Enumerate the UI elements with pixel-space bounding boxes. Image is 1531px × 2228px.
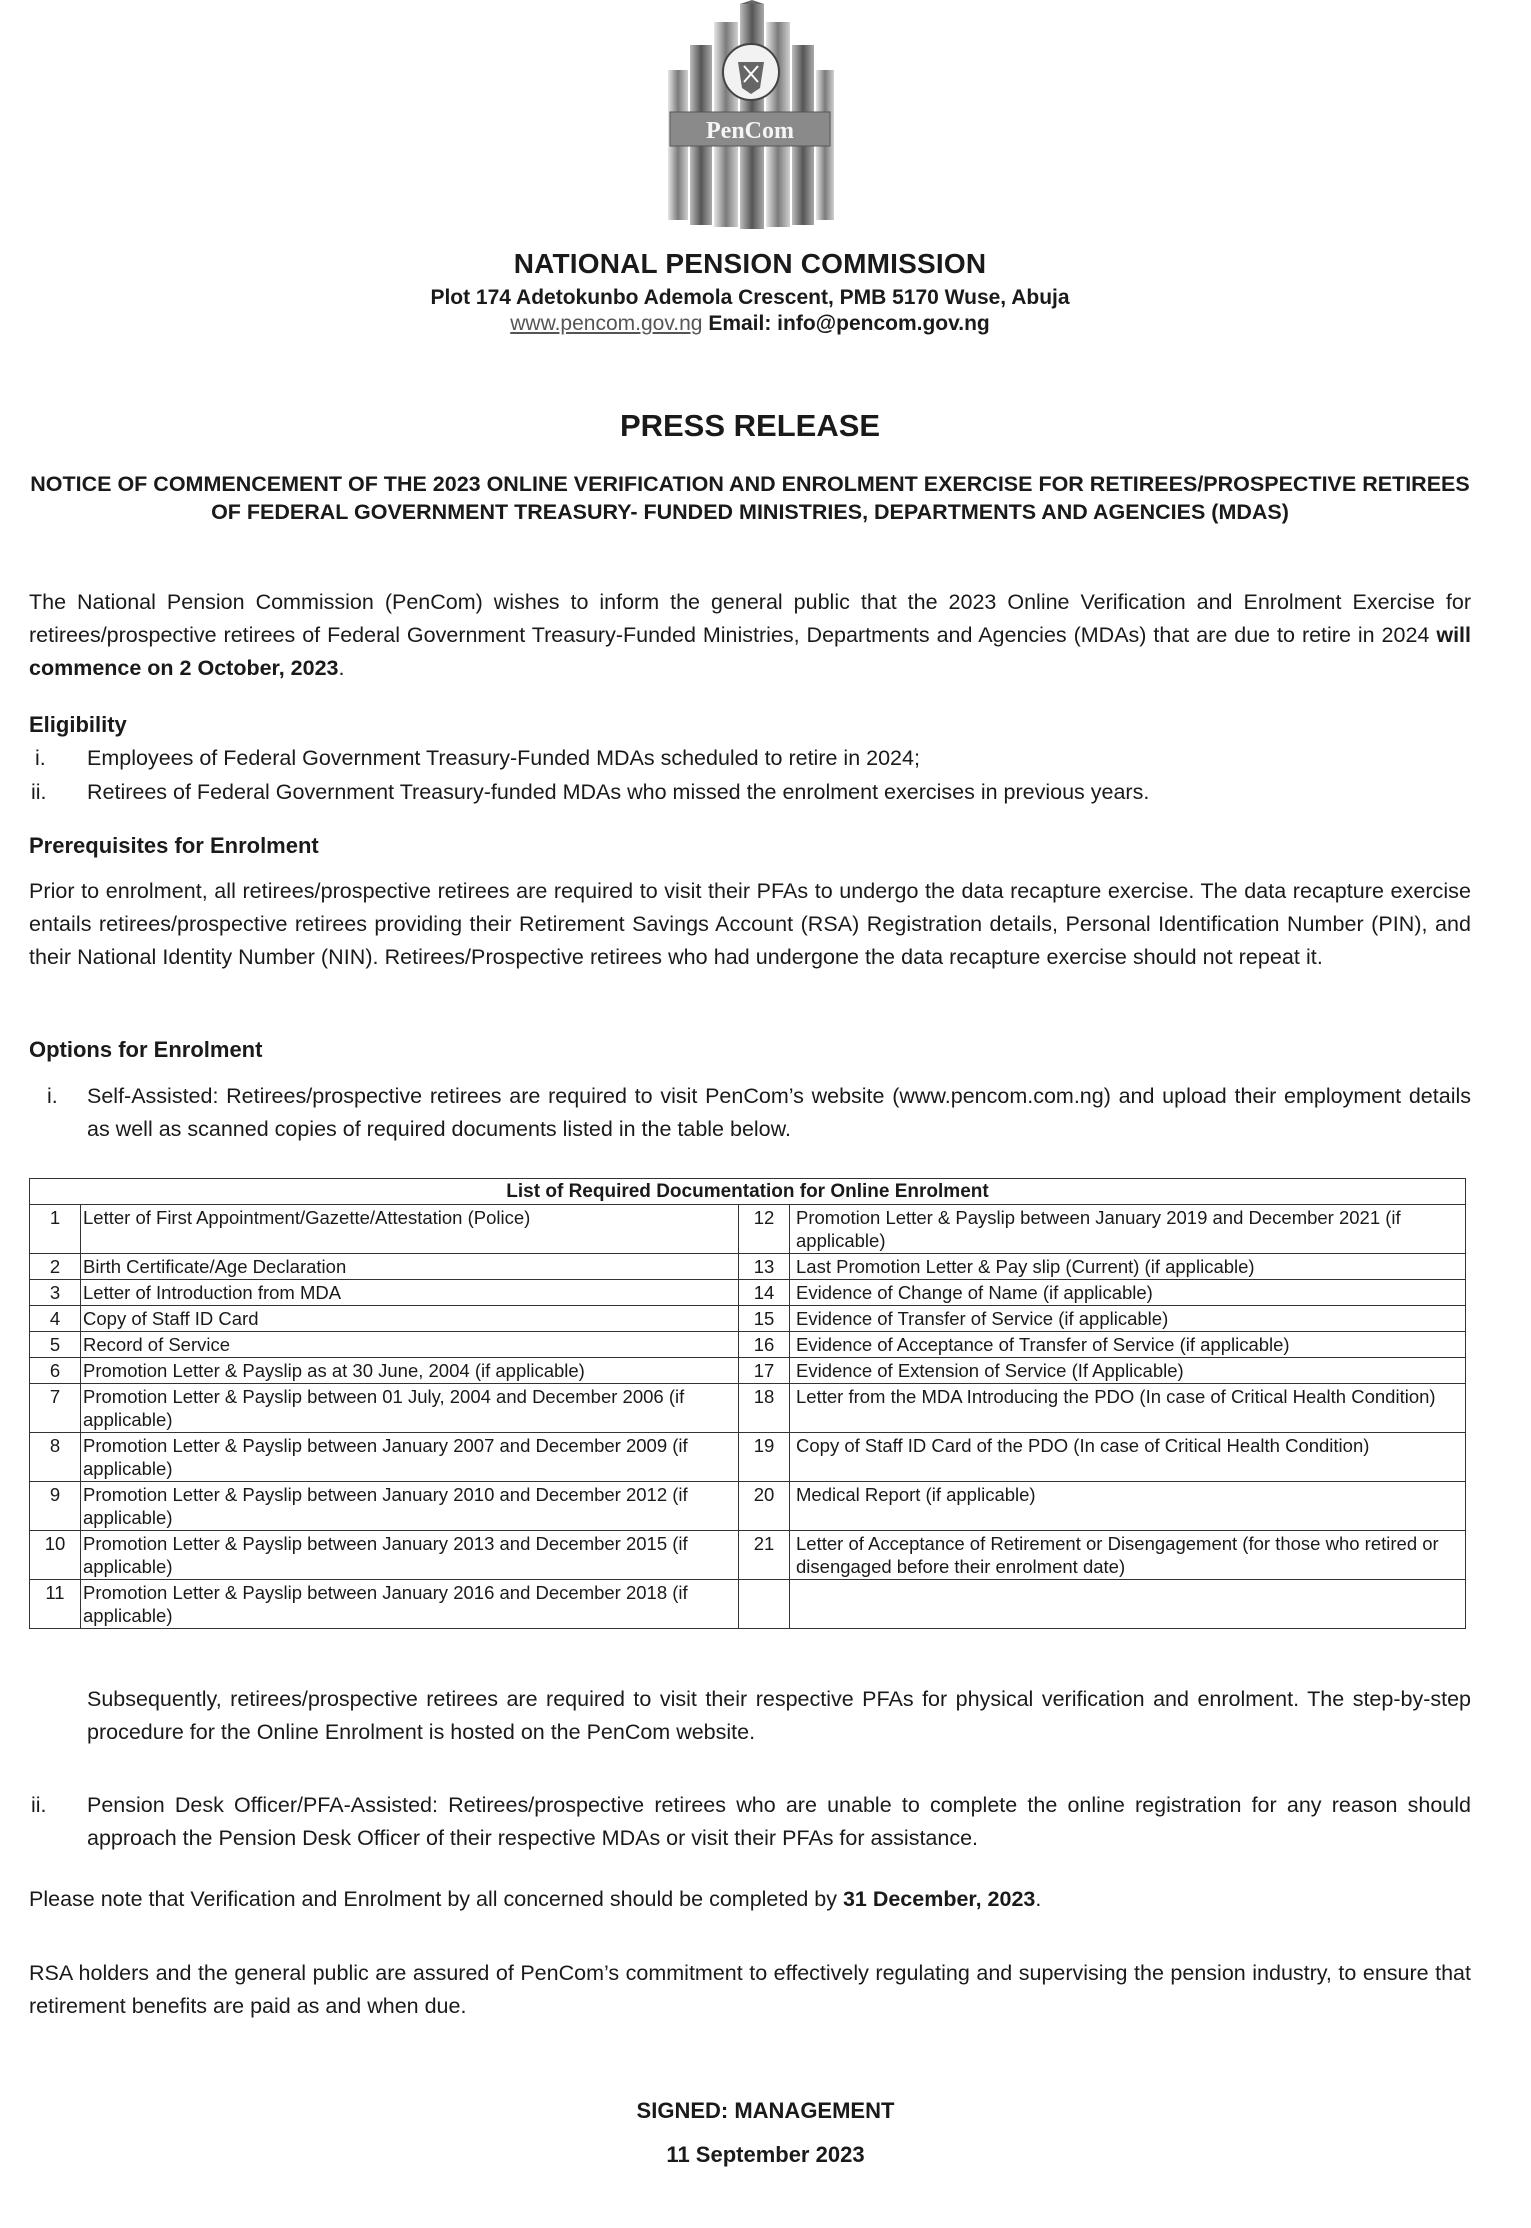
doc-description: Promotion Letter & Payslip between 01 July, 2004 and December 2006 (if applicable) [81,1384,739,1433]
email-contact: Email: info@pencom.gov.ng [708,312,990,335]
table-row [30,1384,1466,1433]
doc-number: 11 [30,1580,81,1629]
doc-description: Letter of First Appointment/Gazette/Attestation (Police) [81,1205,739,1254]
doc-number: 3 [30,1280,81,1306]
doc-number: 15 [739,1306,790,1332]
doc-description: Promotion Letter & Payslip between January 2019 and December 2021 (if applicable) [790,1205,1466,1254]
doc-description: Evidence of Extension of Service (If Applicable) [790,1358,1466,1384]
doc-number: 12 [739,1205,790,1254]
doc-description: Promotion Letter & Payslip between January 2013 and December 2015 (if applicable) [81,1531,739,1580]
doc-description: Letter of Acceptance of Retirement or Disengagement (for those who retired or disengaged before their enrolment date) [790,1531,1466,1580]
doc-number: 8 [30,1433,81,1482]
organization-address: Plot 174 Adetokunbo Ademola Crescent, PMB 5170 Wuse, Abuja [430,286,1070,309]
prerequisites-heading: Prerequisites for Enrolment [29,833,319,858]
signature-line: SIGNED: MANAGEMENT [636,2098,895,2123]
table-row [30,1254,1466,1280]
doc-description: Letter of Introduction from MDA [81,1280,739,1306]
doc-description [790,1580,1466,1629]
required-documents-table [29,1178,1466,1629]
doc-description: Copy of Staff ID Card of the PDO (In case of Critical Health Condition) [790,1433,1466,1482]
doc-number: 20 [739,1482,790,1531]
table-row [30,1433,1466,1482]
doc-number: 18 [739,1384,790,1433]
prerequisites-paragraph: Prior to enrolment, all retirees/prospective retirees are required to visit their PFAs to undergo the data recapture exercise. The data recapture exercise entails retirees/prospective retirees providing their Retirement Savings Account (RSA) Registration details, Personal Identification Number (PIN), and their National Identity Number (NIN). Retirees/Prospective retirees who had undergone the data recapture exercise should not repeat it. [29,879,1471,969]
table-row [30,1332,1466,1358]
table-title: List of Required Documentation for Online Enrolment [30,1179,1466,1205]
eligibility-item-1: i. Employees of Federal Government Treasury-Funded MDAs scheduled to retire in 2024; [35,746,920,770]
table-row [30,1482,1466,1531]
doc-number: 2 [30,1254,81,1280]
doc-number: 19 [739,1433,790,1482]
option-pdo-assisted: ii. Pension Desk Officer/PFA-Assisted: Retirees/prospective retirees who are unable to complete the online registration for any reason should approach the Pension Desk Officer of their respective MDAs or visit their PFAs for assistance. [31,1793,1471,1850]
doc-number: 5 [30,1332,81,1358]
doc-description: Promotion Letter & Payslip between January 2010 and December 2012 (if applicable) [81,1482,739,1531]
doc-description: Evidence of Change of Name (if applicable) [790,1280,1466,1306]
doc-description: Evidence of Acceptance of Transfer of Service (if applicable) [790,1332,1466,1358]
doc-number: 6 [30,1358,81,1384]
intro-paragraph: The National Pension Commission (PenCom) wishes to inform the general public that the 2023 Online Verification and Enrolment Exercise for retirees/prospective retirees of Federal Government Treasury-Funded Ministries, Departments and Agencies (MDAs) that are due to retire in 2024 will commence on 2 October, 2023. [29,590,1471,680]
doc-number: 1 [30,1205,81,1254]
closing-paragraph: RSA holders and the general public are assured of PenCom’s commitment to effectively regulating and supervising the pension industry, to ensure that retirement benefits are paid as and when due. [29,1961,1471,2018]
eligibility-heading: Eligibility [29,712,127,737]
table-row [30,1531,1466,1580]
doc-number: 17 [739,1358,790,1384]
doc-description: Promotion Letter & Payslip between January 2007 and December 2009 (if applicable) [81,1433,739,1482]
table-header-row [30,1179,1466,1205]
table-row [30,1280,1466,1306]
pencom-logo [660,0,840,232]
doc-number: 13 [739,1254,790,1280]
after-table-paragraph: Subsequently, retirees/prospective retirees are required to visit their respective PFAs for physical verification and enrolment. The step-by-step procedure for the Online Enrolment is hosted on the PenCom website. [87,1687,1471,1744]
doc-number: 4 [30,1306,81,1332]
notice-heading: NOTICE OF COMMENCEMENT OF THE 2023 ONLINE VERIFICATION AND ENROLMENT EXERCISE FOR RETIREES/PROSPECTIVE RETIREES OF FEDERAL GOVERNMENT TREASURY- FUNDED MINISTRIES, DEPARTMENTS AND AGENCIES (MDAS) [30,472,1470,524]
doc-description: Copy of Staff ID Card [81,1306,739,1332]
doc-description: Promotion Letter & Payslip between January 2016 and December 2018 (if applicable) [81,1580,739,1629]
organization-name: NATIONAL PENSION COMMISSION [513,248,987,279]
doc-description: Medical Report (if applicable) [790,1482,1466,1531]
deadline-date: 31 December, 2023 [842,1887,1036,1911]
commencement-date: will commence on 2 October, 2023 [29,623,1471,680]
website-link[interactable]: www.pencom.gov.ng [510,312,703,335]
doc-description: Last Promotion Letter & Pay slip (Current) (if applicable) [790,1254,1466,1280]
doc-number: 21 [739,1531,790,1580]
eligibility-item-2: ii. Retirees of Federal Government Treasury-funded MDAs who missed the enrolment exercises in previous years. [31,780,1150,804]
doc-number: 7 [30,1384,81,1433]
organization-contact [0,312,1500,336]
table-row [30,1306,1466,1332]
table-row [30,1358,1466,1384]
doc-description: Promotion Letter & Payslip as at 30 June, 2004 (if applicable) [81,1358,739,1384]
doc-number: 14 [739,1280,790,1306]
doc-description: Record of Service [81,1332,739,1358]
table-row [30,1580,1466,1629]
doc-number: 10 [30,1531,81,1580]
doc-description: Evidence of Transfer of Service (if applicable) [790,1306,1466,1332]
signature-date: 11 September 2023 [666,2142,865,2167]
table-row [30,1205,1466,1254]
logo-text: PenCom [706,118,794,144]
doc-number: 16 [739,1332,790,1358]
doc-description: Birth Certificate/Age Declaration [81,1254,739,1280]
deadline-paragraph: Please note that Verification and Enrolment by all concerned should be completed by 31 December, 2023. [29,1887,1042,1911]
doc-number [739,1580,790,1629]
doc-description: Letter from the MDA Introducing the PDO (In case of Critical Health Condition) [790,1384,1466,1433]
doc-number: 9 [30,1482,81,1531]
option-self-assisted: i. Self-Assisted: Retirees/prospective retirees are required to visit PenCom’s website (www.pencom.com.ng) and upload their employment details as well as scanned copies of required documents listed in the table below. [47,1084,1471,1141]
press-release-title: PRESS RELEASE [619,408,881,443]
options-heading: Options for Enrolment [29,1037,263,1062]
